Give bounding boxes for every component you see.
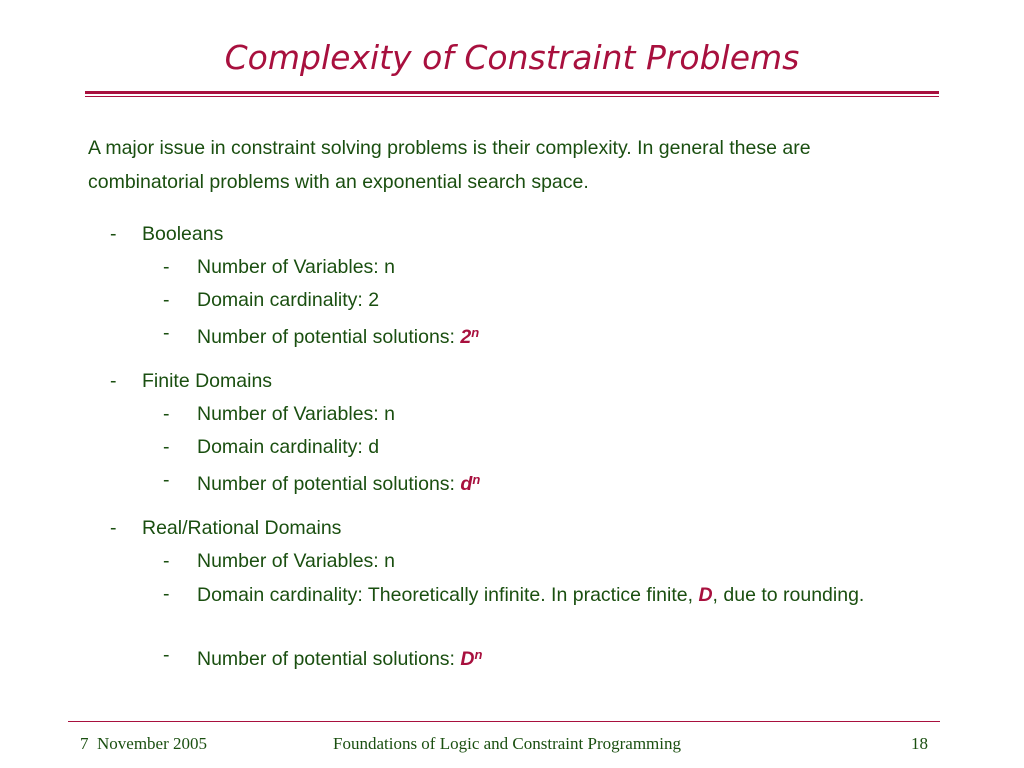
bullet-dash: - [110,517,117,539]
bullet-dash: - [163,403,170,425]
bullet-dash: - [110,223,117,245]
section-heading: Finite Domains [142,370,273,392]
variables-text: Number of Variables: n [197,550,395,572]
formula-base: d [460,473,473,495]
solutions-formula [460,648,482,670]
solutions-label: Number of potential solutions: [197,326,461,348]
cardinality-symbol: D [698,584,713,606]
solutions-formula [460,326,479,348]
solutions-label: Number of potential solutions: [197,648,461,670]
variables-text: Number of Variables: n [197,256,395,278]
title-rule-thick [85,91,939,94]
bullet-dash: - [163,256,170,278]
cardinality-text: Domain cardinality: 2 [197,289,380,311]
intro-paragraph: A major issue in constraint solving problems is their complexity. In general these are combinatorial problems with an exponential search space. [88,137,811,193]
solutions-text [197,642,482,672]
footer-date: 7 November 2005 [80,734,208,753]
footer-page-number: 18 [911,734,928,753]
cardinality-after: , due to rounding. [712,584,865,606]
variables-text: Number of Variables: n [197,403,395,425]
slide-title: Complexity of Constraint Problems [224,38,800,77]
bullet-dash: - [163,469,170,491]
cardinality-before: Domain cardinality: Theoretically infinite. In practice finite, [197,584,699,606]
bullet-dash: - [163,289,170,311]
solutions-text [197,320,479,350]
bullet-dash: - [163,550,170,572]
section-heading: Real/Rational Domains [142,517,342,539]
title-rule-thin [85,96,939,97]
formula-exponent: n [471,325,480,340]
bullet-dash: - [163,583,170,605]
solutions-formula [460,473,480,495]
section-heading: Booleans [142,223,224,245]
solutions-text [197,467,480,497]
bullet-dash: - [163,644,170,666]
formula-exponent: n [474,647,483,662]
footer-rule [68,721,940,722]
bullet-dash: - [163,322,170,344]
footer-course-title: Foundations of Logic and Constraint Programming [333,734,681,753]
formula-base: 2 [460,326,472,348]
bullet-dash: - [110,370,117,392]
cardinality-text [197,581,897,609]
formula-exponent: n [472,472,481,487]
formula-base: D [460,648,475,670]
solutions-label: Number of potential solutions: [197,473,461,495]
cardinality-text: Domain cardinality: d [197,436,380,458]
bullet-dash: - [163,436,170,458]
